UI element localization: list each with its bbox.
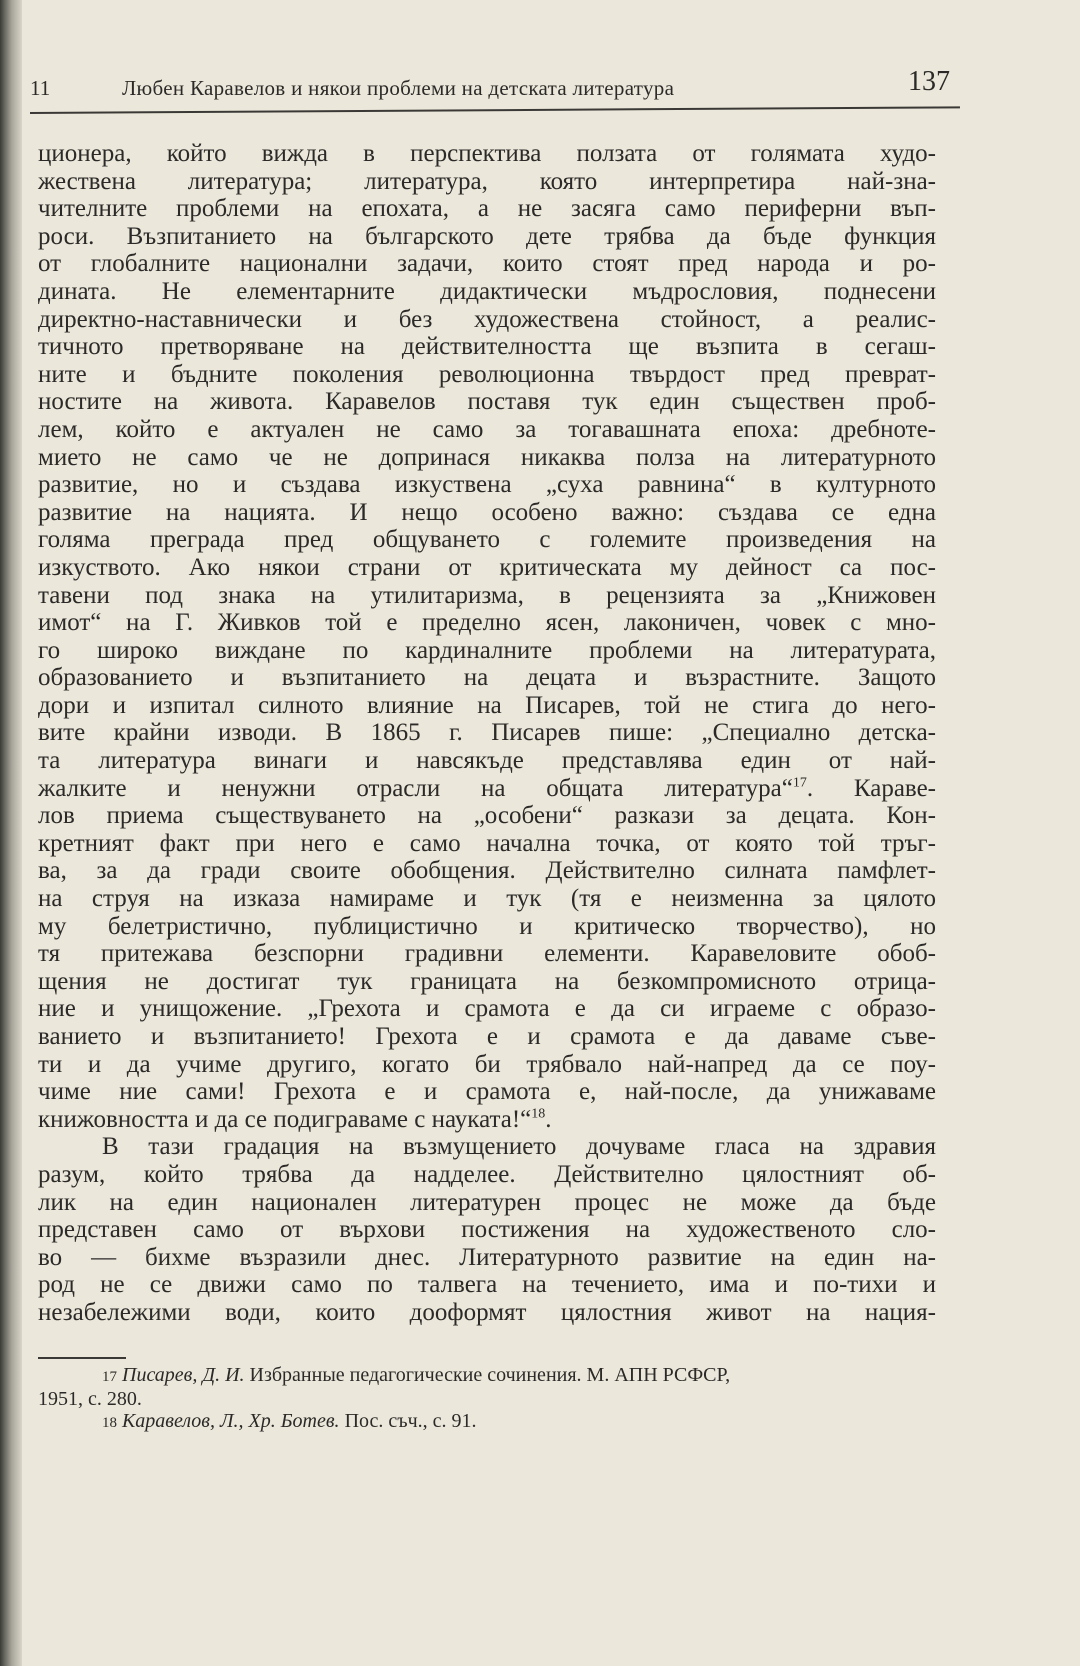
text-line: щения не достигат тук границата на безкомпромисното отрица- <box>38 967 936 995</box>
footnote <box>38 1364 936 1388</box>
footnote-text: Пос. съч., с. 91. <box>339 1410 477 1432</box>
text-line: развитие на нацията. И нещо особено важно: създава се една <box>38 498 936 526</box>
text-line: директно-наставнически и без художествена стойност, а реалис- <box>38 305 936 333</box>
text-line: ти и да учиме другиго, когато би трябвало най-напред да се поу- <box>38 1050 936 1078</box>
text-line: голяма преграда пред общуването с големите произведения на <box>38 526 936 554</box>
text-line: го широко виждане по кардиналните проблеми на литературата, <box>38 636 936 664</box>
text-line: на струя на изказа намираме и тук (тя е неизменна за цялото <box>38 885 936 913</box>
text-line: развитие, но и създава изкуствена „суха равнина“ в културното <box>38 471 936 499</box>
text-line: та литература винаги и навсякъде представлява един от най- <box>38 747 936 775</box>
text-line: мието не само че не допринася никаква полза на литературното <box>38 443 936 471</box>
footnote-rule <box>38 1357 126 1359</box>
text-line: изкуството. Ако някои страни от критическата му дейност са пос- <box>38 553 936 581</box>
text-line: образованието и възпитанието на децата и възрастните. Защото <box>38 664 936 692</box>
footnote-reference[interactable]: 17 <box>792 775 807 791</box>
text-line: незабележими води, които дооформят цялостния живот на нация- <box>38 1298 936 1326</box>
text-line: чителните проблеми на епохата, а не засяга само периферни въп- <box>38 195 936 223</box>
text-line: му белетристично, публицистично и критическо творчество), но <box>38 912 936 940</box>
footnote-text: Избранные педагогические сочинения. М. АПН РСФСР, <box>244 1364 731 1386</box>
line-text: В тази градация на възмущението дочуваме гласа на здравия <box>102 1133 936 1161</box>
text-line: роси. Възпитанието на българското дете трябва да бъде функция <box>38 222 936 250</box>
footnote <box>38 1410 936 1434</box>
text-line: ние и унищожение. „Грехота и срамота е да си играеме с образо- <box>38 995 936 1023</box>
text-line: род не се движи само по талвега на течението, има и по-тихи и <box>38 1271 936 1299</box>
text-line: жествена литература; литература, която интерпретира най-зна- <box>38 167 936 195</box>
text-line: тавени под знака на утилитаризма, в рецензията за „Книжовен <box>38 581 936 609</box>
text-line <box>38 1133 936 1161</box>
footnote-reference[interactable]: 18 <box>531 1106 546 1122</box>
footnote-author: Каравелов, Л., Хр. Ботев. <box>122 1410 340 1432</box>
footnote-author: Писарев, Д. И. <box>122 1364 245 1386</box>
text-line: тичното претворяване на действителността ще възпита в сегаш- <box>38 333 936 361</box>
text-line <box>38 1106 936 1134</box>
footnote-number: 18 <box>102 1415 117 1431</box>
text-line: разум, който трябва да надделее. Действително цялостният об- <box>38 1160 936 1188</box>
body-text <box>38 140 936 1327</box>
line-text: книжовността и да се подиграваме с науката!“ <box>38 1105 532 1133</box>
chapter-number: 11 <box>30 76 51 100</box>
text-line: лов приема съществуването на „особени“ разкази за децата. Кон- <box>38 802 936 830</box>
footnote-number: 17 <box>102 1369 117 1385</box>
running-title: Любен Каравелов и някои проблеми на детската литература <box>122 76 675 100</box>
book-gutter-shadow <box>0 0 22 1666</box>
text-line: от глобалните национални задачи, които стоят пред народа и ро- <box>38 250 936 278</box>
text-line: кретният факт при него е само начална точка, от която той тръг- <box>38 829 936 857</box>
line-text: . Караве- <box>806 774 936 802</box>
text-line: ва, за да гради своите обобщения. Действително силната памфлет- <box>38 857 936 885</box>
text-line: во — бихме възразили днес. Литературното развитие на един на- <box>38 1243 936 1271</box>
text-line: имот“ на Г. Живков той е пределно ясен, лаконичен, човек с мно- <box>38 609 936 637</box>
footnotes <box>38 1364 936 1434</box>
page-number: 137 <box>908 66 950 97</box>
text-line: дината. Не елементарните дидактически мъдрословия, поднесени <box>38 277 936 305</box>
line-text: жалките и ненужни отрасли на общата литература“ <box>38 774 793 802</box>
text-line: представен само от върхови постижения на художественото сло- <box>38 1216 936 1244</box>
text-line: лик на един национален литературен процес не може да бъде <box>38 1188 936 1216</box>
header-rule <box>30 106 960 114</box>
text-line: лем, който е актуален не само за тогавашната епоха: дребноте- <box>38 415 936 443</box>
running-header <box>30 66 960 106</box>
text-line: ните и бъдните поколения революционна твърдост пред преврат- <box>38 360 936 388</box>
line-text: . <box>545 1105 552 1133</box>
text-line: вите крайни изводи. В 1865 г. Писарев пише: „Специално детска- <box>38 719 936 747</box>
text-line: чиме ние сами! Грехота е и срамота е, най-после, да унижаваме <box>38 1078 936 1106</box>
text-line: ванието и възпитанието! Грехота е и срамота е да даваме съве- <box>38 1023 936 1050</box>
footnote-continuation: 1951, с. 280. <box>38 1388 142 1410</box>
text-line: тя притежава безспорни градивни елементи. Каравеловите обоб- <box>38 940 936 968</box>
text-line: ционера, който вижда в перспектива ползата от голямата худо- <box>38 140 936 167</box>
text-line: ностите на живота. Каравелов поставя тук един съществен проб- <box>38 388 936 416</box>
text-line: дори и изпитал силното влияние на Писарев, той не стига до него- <box>38 691 936 719</box>
text-line <box>38 775 936 803</box>
